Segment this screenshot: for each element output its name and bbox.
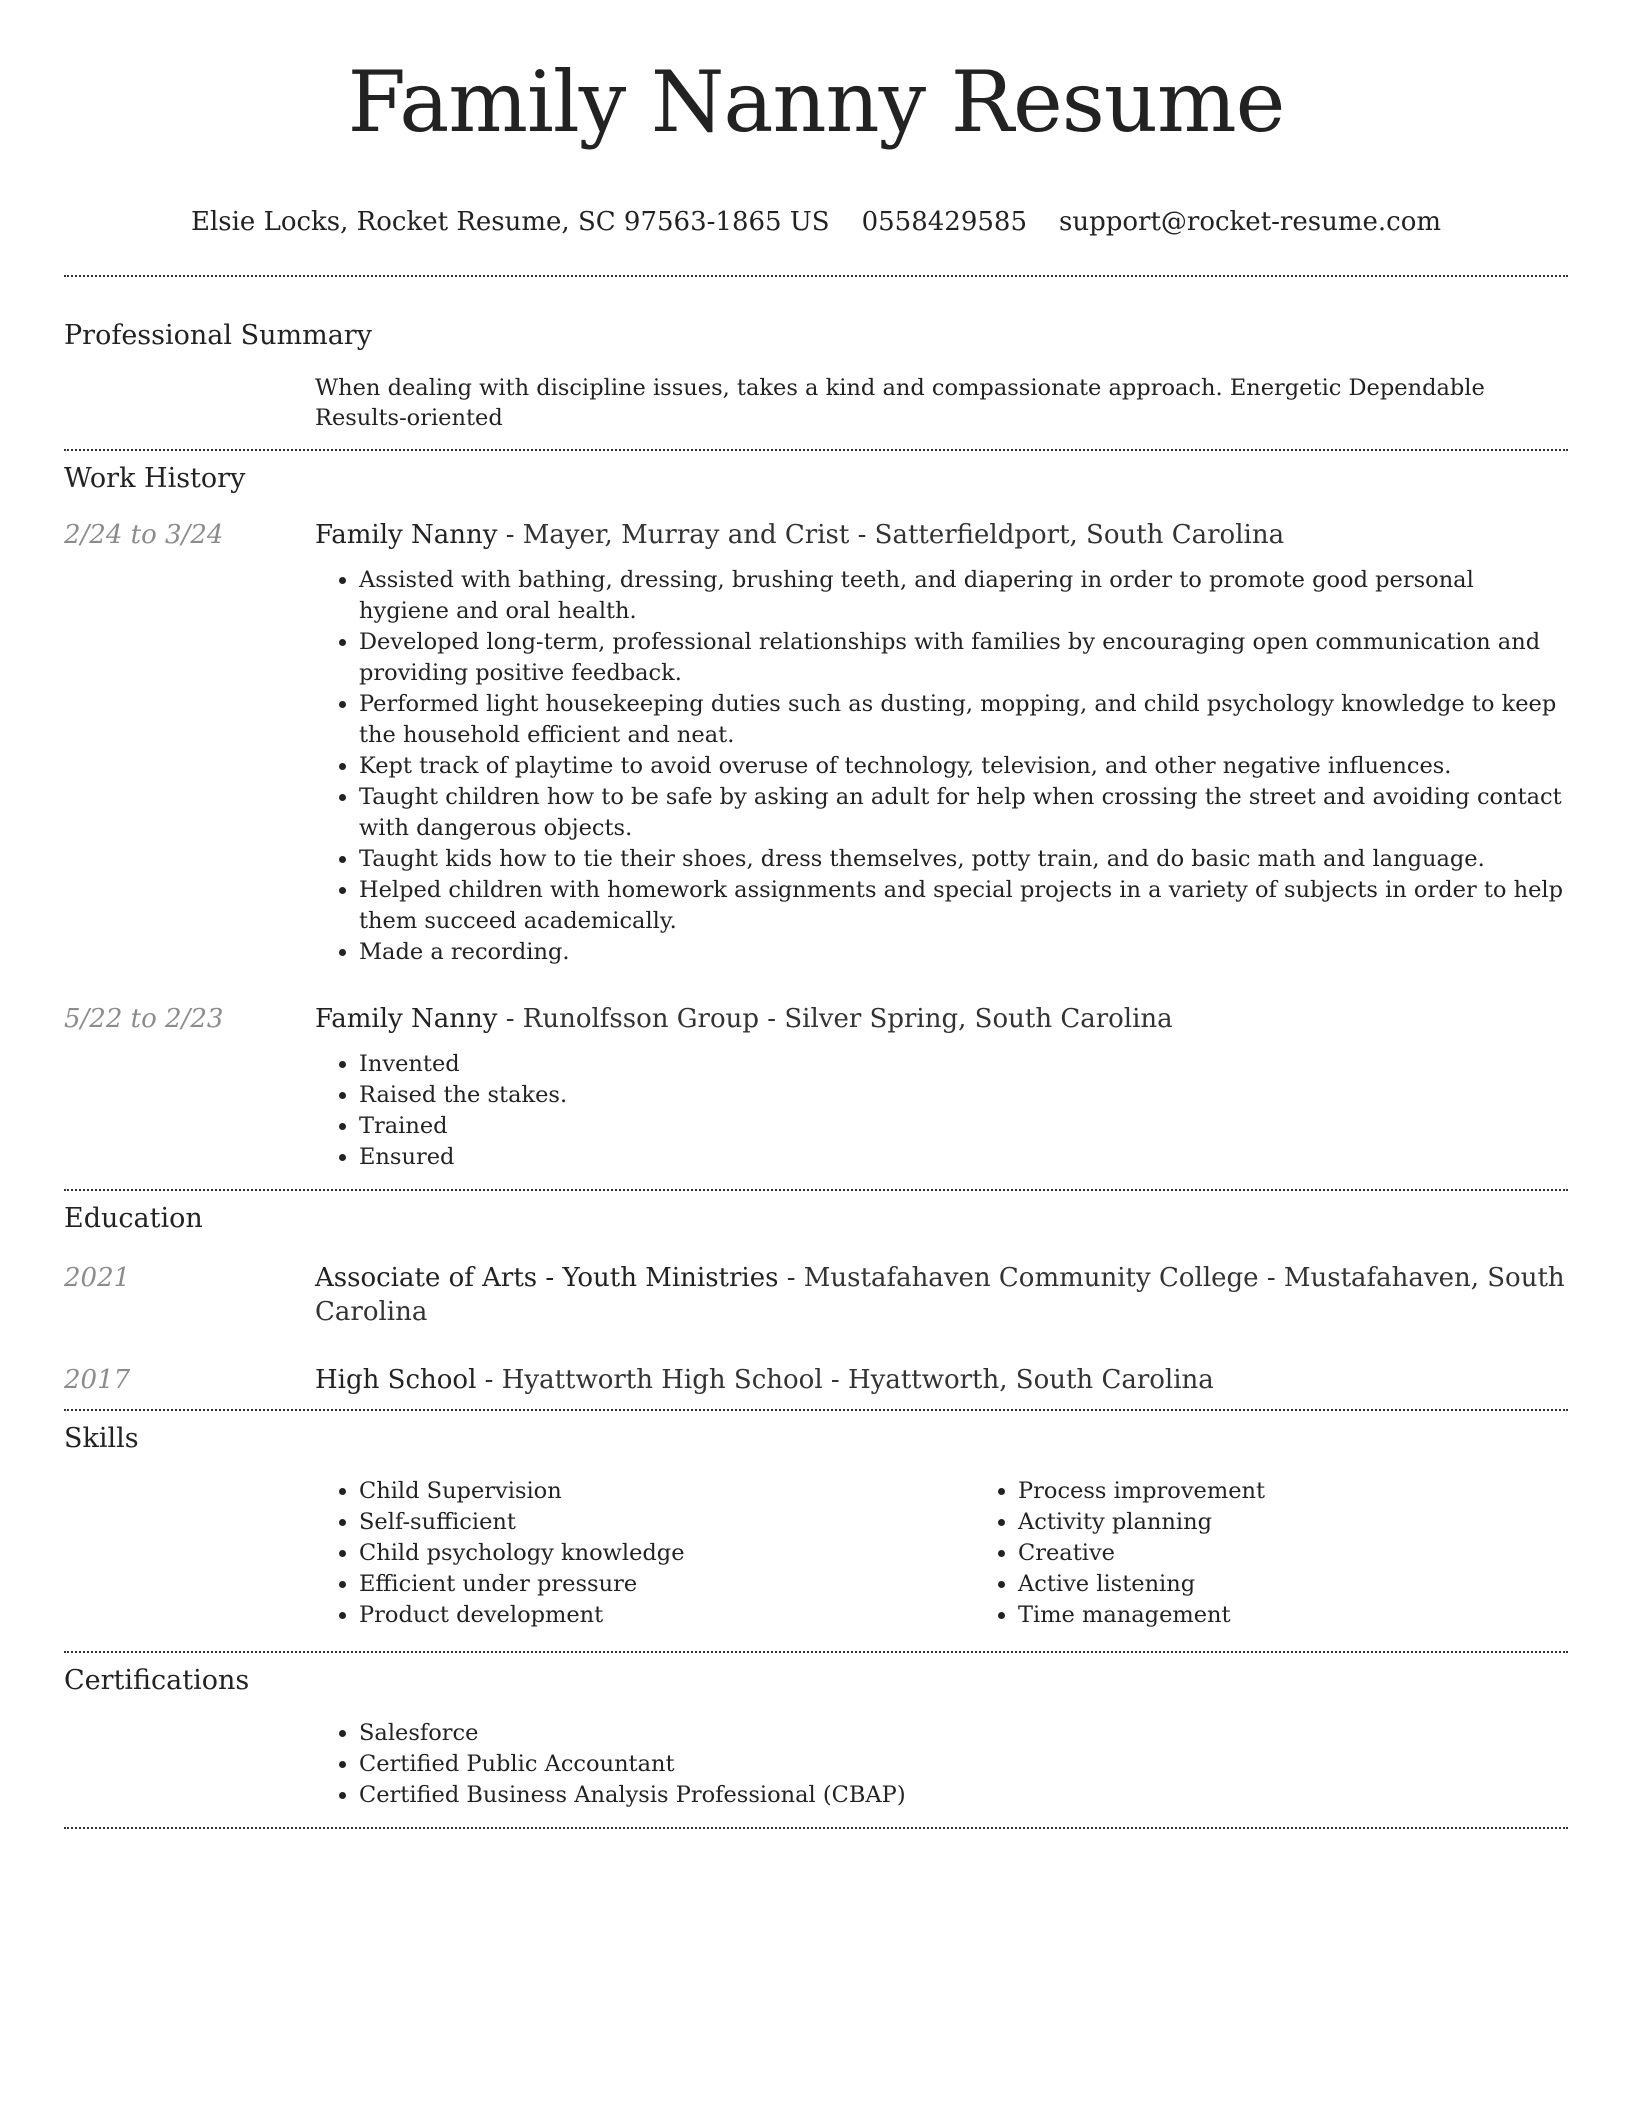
list-item: • Raised the stakes. (359, 1080, 1568, 1111)
list-item: • Active listening (1018, 1569, 1632, 1600)
list-item: • Trained (359, 1111, 1568, 1142)
divider (64, 1651, 1568, 1653)
work-history-section (64, 462, 1568, 1189)
education-year: 2017 (64, 1365, 131, 1395)
list-item: • Helped children with homework assignments and special projects in a variety of subjects in order to help them succeed academically. (359, 875, 1568, 937)
divider (64, 1827, 1568, 1829)
skills-heading: Skills (64, 1423, 139, 1454)
job-role: Family Nanny (315, 1004, 498, 1034)
job-entry (64, 1002, 1568, 1189)
list-item: • Salesforce (359, 1718, 1568, 1749)
list-item: • Creative (1018, 1538, 1632, 1569)
certifications-section (64, 1664, 1568, 1811)
contact-phone: 0558429585 (861, 207, 1027, 237)
summary-heading: Professional Summary (64, 320, 372, 351)
work-history-heading: Work History (64, 463, 246, 494)
education-degree: High School (315, 1365, 477, 1395)
summary-section (64, 319, 1568, 433)
list-item: • Kept track of playtime to avoid overuse of technology, television, and other negative influences. (359, 751, 1568, 782)
list-item: • Child Supervision (359, 1476, 974, 1507)
job-dates: 5/22 to 2/23 (64, 1004, 224, 1034)
resume-title: Family Nanny Resume (347, 53, 1285, 151)
job-details: - Mayer, Murray and Crist - Satterfieldport, South Carolina (497, 520, 1285, 550)
list-item: • Activity planning (1018, 1507, 1632, 1538)
job-entry (64, 518, 1568, 968)
list-item: • Time management (1018, 1600, 1632, 1631)
education-heading: Education (64, 1203, 203, 1234)
contact-address: Elsie Locks, Rocket Resume, SC 97563-1865 US (190, 207, 830, 237)
list-item: • Ensured (359, 1142, 1568, 1173)
divider (64, 1189, 1568, 1191)
education-section (64, 1202, 1568, 1397)
list-item: • Taught kids how to tie their shoes, dress themselves, potty train, and do basic math and language. (359, 844, 1568, 875)
list-item: • Developed long-term, professional relationships with families by encouraging open communication and providing positive feedback. (359, 627, 1568, 689)
job-title (315, 518, 1568, 552)
list-item: • Performed light housekeeping duties such as dusting, mopping, and child psychology knowledge to keep the household efficient and neat. (359, 689, 1568, 751)
list-item: • Self-sufficient (359, 1507, 974, 1538)
job-dates: 2/24 to 3/24 (64, 520, 224, 550)
list-item: • Child psychology knowledge (359, 1538, 974, 1569)
list-item: • Product development (359, 1600, 974, 1631)
list-item: • Assisted with bathing, dressing, brushing teeth, and diapering in order to promote good personal hygiene and oral health. (359, 565, 1568, 627)
divider (64, 275, 1568, 277)
skills-column-right (974, 1476, 1632, 1631)
resume-page (64, 0, 1568, 1829)
job-bullets (315, 565, 1568, 968)
job-title (315, 1002, 1568, 1036)
skills-list (315, 1476, 1632, 1631)
education-entry (64, 1363, 1568, 1397)
list-item: • Taught children how to be safe by asking an adult for help when crossing the street and avoiding contact with dangerous objects. (359, 782, 1568, 844)
education-entry (64, 1261, 1568, 1329)
contact-line (64, 206, 1568, 238)
job-bullets (315, 1049, 1568, 1173)
certifications-heading: Certifications (64, 1665, 250, 1696)
contact-email: support@rocket-resume.com (1059, 207, 1442, 237)
education-details: - Mustafahaven Community College - Mustafahaven, South Carolina (315, 1263, 1565, 1327)
summary-text: When dealing with discipline issues, takes a kind and compassionate approach. Energetic Dependable Results-oriented (315, 375, 1485, 431)
job-details: - Runolfsson Group - Silver Spring, South Carolina (497, 1004, 1173, 1034)
education-year: 2021 (64, 1263, 131, 1293)
list-item: • Efficient under pressure (359, 1569, 974, 1600)
divider (64, 1409, 1568, 1411)
skills-column-left (315, 1476, 974, 1631)
divider (64, 449, 1568, 451)
education-details: - Hyattworth High School - Hyattworth, South Carolina (476, 1365, 1214, 1395)
list-item: • Certified Public Accountant (359, 1749, 1568, 1780)
skills-section (64, 1422, 1568, 1631)
education-degree: Associate of Arts - Youth Ministries (315, 1263, 779, 1293)
list-item: • Certified Business Analysis Professional (CBAP) (359, 1780, 1568, 1811)
list-item: • Made a recording. (359, 937, 1568, 968)
certifications-list (315, 1718, 1568, 1811)
job-role: Family Nanny (315, 520, 498, 550)
list-item: • Invented (359, 1049, 1568, 1080)
list-item: • Process improvement (1018, 1476, 1632, 1507)
